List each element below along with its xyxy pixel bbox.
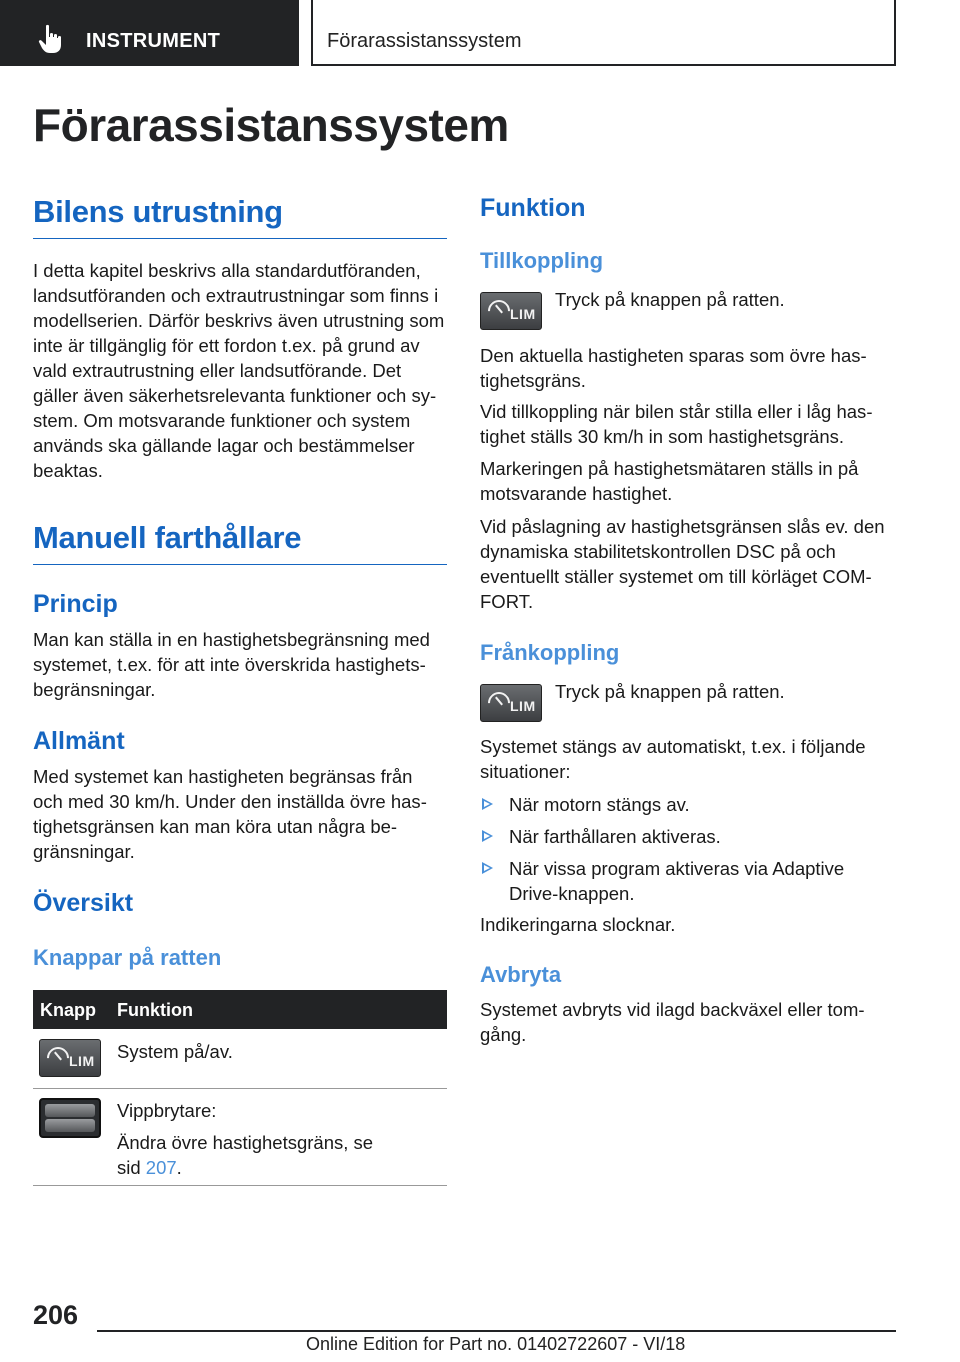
list-item: När farthållaren aktiveras. [480, 824, 894, 849]
heading-allmant: Allmänt [33, 727, 125, 755]
paragraph-1: Den aktuella hastigheten sparas som övre hastighetsgräns. [480, 345, 867, 391]
row2-description: Ändra övre hastighetsgräns, se sid 207. [117, 1132, 374, 1178]
bullet-triangle-icon [482, 862, 493, 874]
tillkoppling-instruction: Tryck på knappen på ratten. [555, 289, 785, 310]
heading-funktion: Funktion [480, 194, 586, 222]
section-tab[interactable] [0, 0, 299, 66]
heading-tillkoppling: Tillkoppling [480, 248, 604, 273]
allmant-paragraph: Med systemet kan hastigheten begränsas från och med 30 km/h. Under den inställda övre hastighetsgränsen kan man köra utan några begränsningar. [33, 766, 427, 862]
paragraph-5: Systemet stängs av automatiskt, t.ex. i följande situationer: [480, 736, 866, 782]
section-label: INSTRUMENT [86, 30, 221, 52]
heading-princip: Princip [33, 590, 118, 618]
frankoppling-instruction: Tryck på knappen på ratten. [555, 681, 785, 702]
buttons-table [33, 990, 447, 1186]
heading-manuell-farthallare: Manuell farthållare [33, 520, 447, 565]
heading-oversikt: Översikt [33, 889, 134, 917]
bilens-paragraph: I detta kapitel beskrivs alla standardutföranden, landsutföranden och extrautrustningar som finns i modellserien. Därför beskrivs även utrustning som inte är tillgänglig för ett fordon t.ex. på grund av vald extrautrustning eller landsutförande. Det gäller även säkerhetsrelevanta funktioner och system. Om motsvarande funktioner och system används ska gällande lagar och bestämmelser beaktas. [33, 260, 445, 481]
row1-function-text: System på/av. [117, 1041, 233, 1062]
page-link-207[interactable]: 207 [145, 1157, 177, 1178]
princip-paragraph: Man kan ställa in en hastighetsbegränsning med systemet, t.ex. för att inte överskrida hastighetsbegränsningar. [33, 629, 430, 700]
paragraph-4: Vid påslagning av hastighetsgränsen slås ev. den dynamiska stabilitetskontrollen DSC på och eventuellt ställer systemet om till körläget COMFORT. [480, 516, 885, 612]
paragraph-3: Markeringen på hastighetsmätaren ställs in på motsvarande hastighet. [480, 458, 859, 504]
heading-bilens-utrustning: Bilens utrustning [33, 194, 447, 239]
table-row [33, 1029, 447, 1089]
lim-button-icon: LIM [39, 1039, 101, 1077]
table-row [33, 1089, 447, 1186]
list-item: När vissa program aktiveras via Adaptive Drive-knappen. [480, 856, 894, 906]
footer-divider [97, 1330, 896, 1332]
row2-label: Vippbrytare: [117, 1100, 217, 1121]
breadcrumb: Förarassistanssystem [327, 30, 522, 52]
heading-avbryta: Avbryta [480, 962, 562, 987]
page-title: Förarassistanssystem [33, 99, 509, 151]
lim-button-icon: LIM [480, 292, 542, 330]
bullet-triangle-icon [482, 830, 493, 842]
page-header [0, 0, 960, 66]
page-number: 206 [33, 1300, 79, 1330]
paragraph-7: Systemet avbryts vid ilagd backväxel eller tomgång. [480, 999, 865, 1045]
rocker-switch-icon [39, 1098, 101, 1138]
heading-knappar-pa-ratten: Knappar på ratten [33, 945, 222, 970]
hand-pointer-icon [38, 24, 64, 54]
paragraph-6: Indikeringarna slocknar. [480, 914, 676, 935]
table-header [33, 990, 447, 1029]
bullet-triangle-icon [482, 798, 493, 810]
breadcrumb-box [311, 0, 896, 66]
heading-frankoppling: Frånkoppling [480, 640, 620, 665]
edition-text: Online Edition for Part no. 01402722607 - VI/18 [306, 1334, 686, 1354]
situations-list [480, 792, 894, 913]
lim-button-icon: LIM [480, 684, 542, 722]
column-header-funktion: Funktion [117, 1000, 193, 1020]
paragraph-2: Vid tillkoppling när bilen står stilla eller i låg hastighet ställs 30 km/h in som hastighetsgräns. [480, 401, 873, 447]
column-header-knapp: Knapp [40, 1000, 96, 1020]
list-item: När motorn stängs av. [480, 792, 894, 817]
